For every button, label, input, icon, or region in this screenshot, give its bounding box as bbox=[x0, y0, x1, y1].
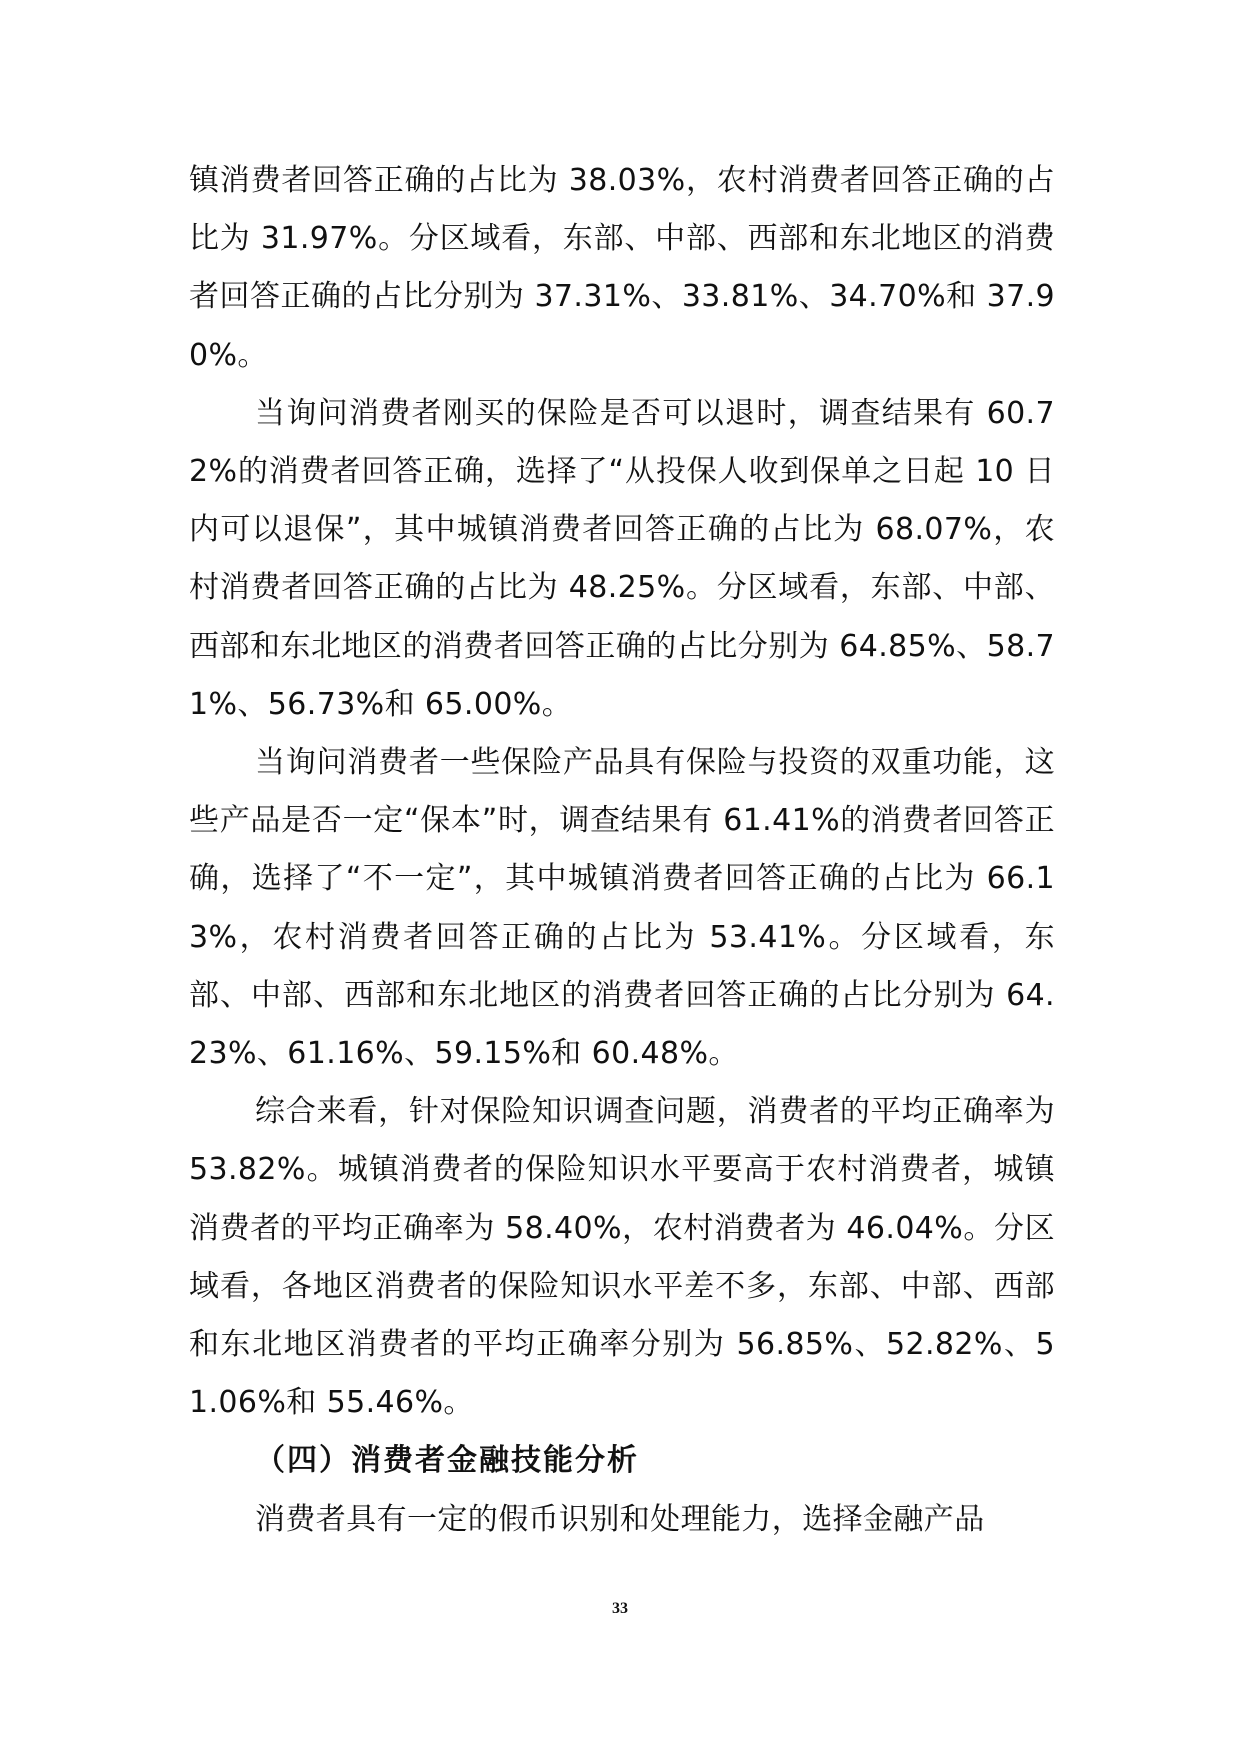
section-heading: （四）消费者金融技能分析 bbox=[255, 1443, 639, 1479]
paragraph-summary: 综合来看，针对保险知识调查问题，消费者的平均正确率为 53.82%。城镇消费者的保险知识水平要高于农村消费者，城镇消费者的平均正确率为 58.40%，农村消费者为 46.04%。分区域看，各地区消费者的保险知识水平差不多，东部、中部、西部和东北地区消费者的平均正确率分别为 56.85%、52.82%、51.06%和 55.46%。 bbox=[189, 1094, 1055, 1421]
body-text bbox=[189, 152, 1055, 1549]
paragraph-refund-question: 当询问消费者刚买的保险是否可以退时，调查结果有 60.72%的消费者回答正确，选择了“从投保人收到保单之日起 10 日内可以退保”，其中城镇消费者回答正确的占比为 68.07%，农村消费者回答正确的占比为 48.25%。分区域看，东部、中部、西部和东北地区的消费者回答正确的占比分别为 64.85%、58.71%、56.73%和 65.00%。 bbox=[189, 395, 1055, 722]
paragraph-principal-question: 当询问消费者一些保险产品具有保险与投资的双重功能，这些产品是否一定“保本”时，调查结果有 61.41%的消费者回答正确，选择了“不一定”，其中城镇消费者回答正确的占比为 66.13%，农村消费者回答正确的占比为 53.41%。分区域看，东部、中部、西部和东北地区的消费者回答正确的占比分别为 64.23%、61.16%、59.15%和 60.48%。 bbox=[189, 745, 1055, 1072]
page-number: 33 bbox=[612, 1600, 628, 1617]
paragraph-financial-skills: 消费者具有一定的假币识别和处理能力，选择金融产品 bbox=[255, 1501, 985, 1537]
paragraph-continued: 镇消费者回答正确的占比为 38.03%，农村消费者回答正确的占比为 31.97%。分区域看，东部、中部、西部和东北地区的消费者回答正确的占比分别为 37.31%、33.81%、34.70%和 37.90%。 bbox=[189, 163, 1055, 373]
